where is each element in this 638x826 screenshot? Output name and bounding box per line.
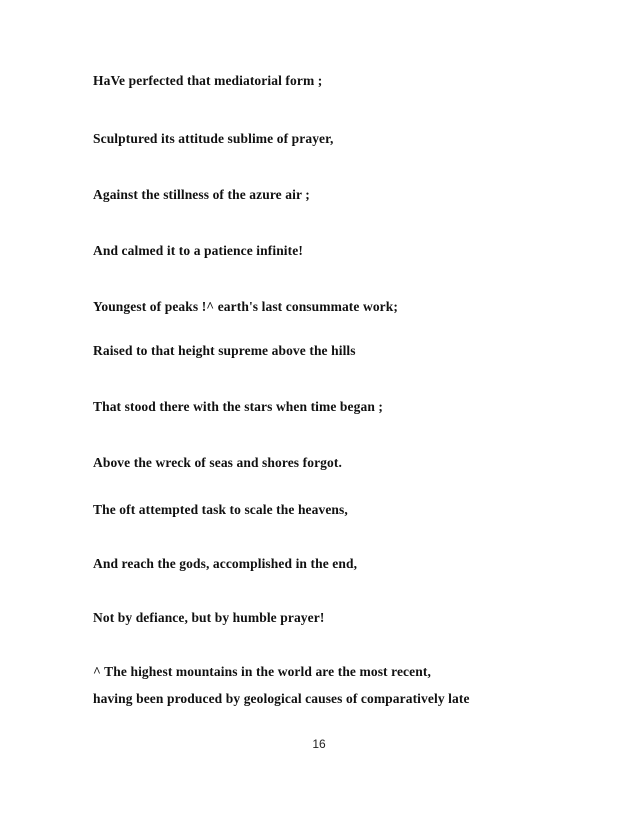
- page-number: 16: [312, 737, 326, 751]
- poem-line-2: Sculptured its attitude sublime of prayer,: [93, 131, 334, 146]
- poem-line-6: Raised to that height supreme above the hills: [93, 343, 356, 358]
- poem-line-9: The oft attempted task to scale the heavens,: [93, 502, 348, 517]
- poem-line-3: Against the stillness of the azure air ;: [93, 187, 310, 202]
- poem-line-7: That stood there with the stars when time began ;: [93, 399, 384, 414]
- footnote-line-1: ^ The highest mountains in the world are the most recent,: [93, 664, 431, 679]
- poem-line-8: Above the wreck of seas and shores forgot.: [93, 455, 342, 470]
- footnote-line-2: having been produced by geological causes of comparatively late: [93, 691, 470, 706]
- poem-line-11: Not by defiance, but by humble prayer!: [93, 610, 325, 625]
- poem-line-4: And calmed it to a patience infinite!: [93, 243, 303, 258]
- poem-line-10: And reach the gods, accomplished in the end,: [93, 556, 358, 571]
- poem-line-5: Youngest of peaks !^ earth's last consummate work;: [93, 299, 398, 314]
- poem-line-1: HaVe perfected that mediatorial form ;: [93, 73, 323, 88]
